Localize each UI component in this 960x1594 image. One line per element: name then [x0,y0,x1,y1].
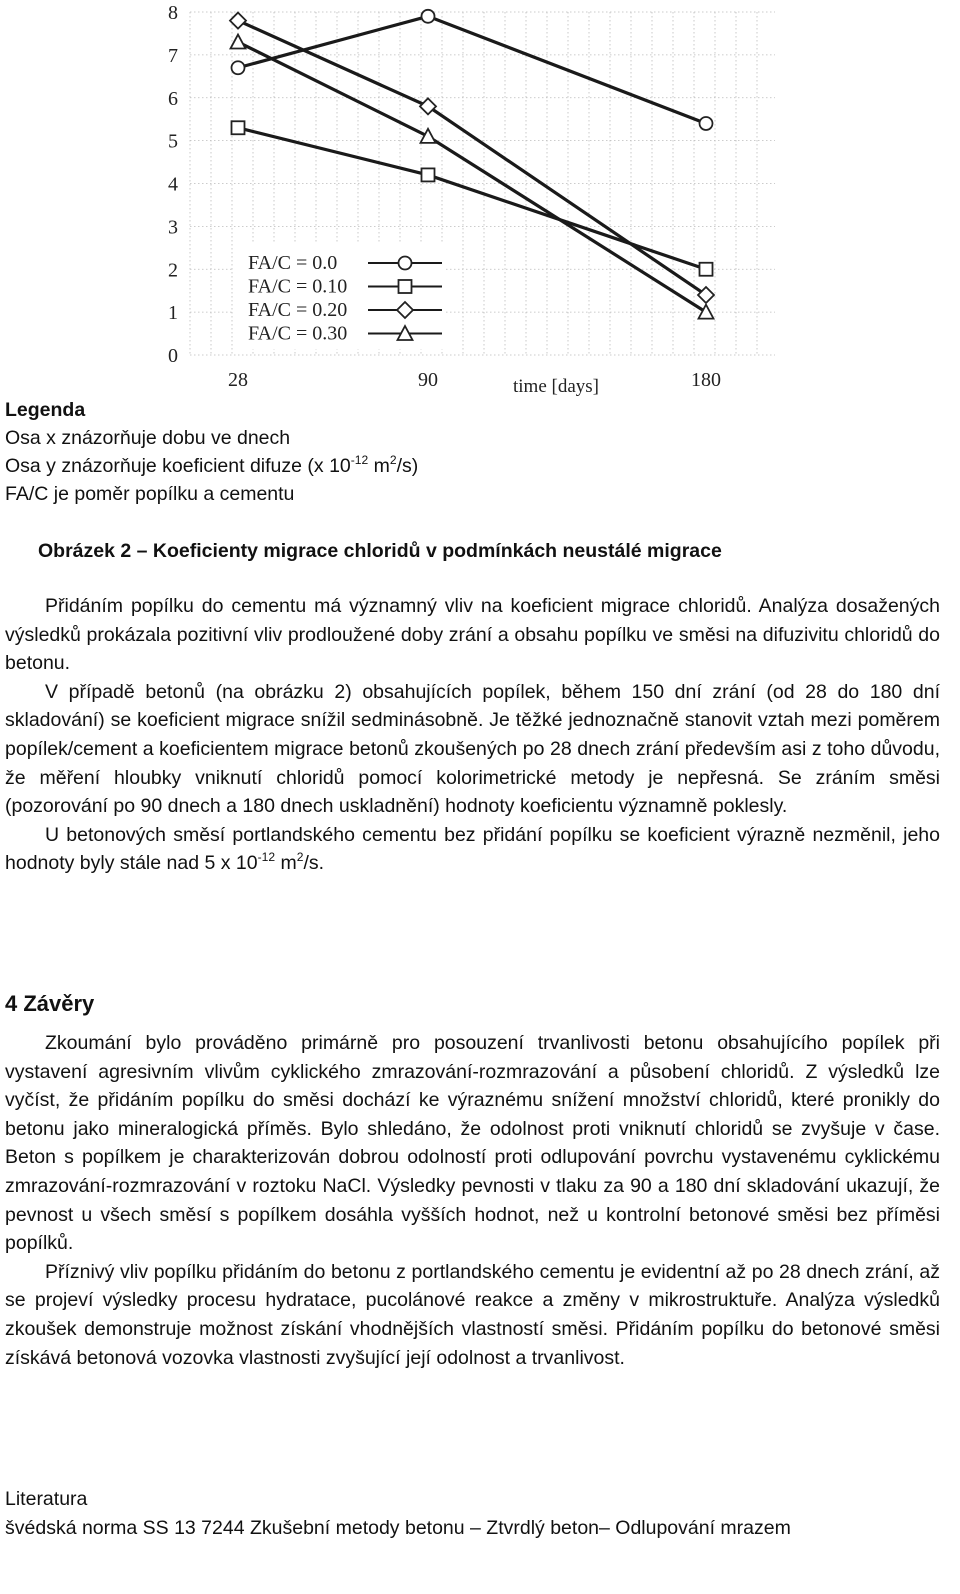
x-tick-label-28: 28 [228,369,248,391]
series-line-0 [238,16,706,123]
legend-x-axis-note: Osa x znázorňuje dobu ve dnech [5,427,291,449]
legend-label-2: FA/C = 0.20 [248,299,348,321]
y-tick-label-1: 1 [168,302,178,325]
data-point-s0-28 [232,61,245,74]
conclusions-paragraph-1: Zkoumání bylo prováděno primárně pro posouzení trvanlivosti betonu obsahujícího popílek při vystavení agresivním vlivům cyklického zmrazování-rozmrazování a působení chloridů. Z výsledků lze vyčíst, že přidáním popílku do směsi dochází ke výraznému snížení množství chloridů, které pronikly do betonu jako mineralogická příměs. Bylo shledáno, že odolnost proti vniknutí chloridů se zvyšuje v čase. Beton s popílkem je charakterizován dobrou odolností proti odlupování povrchu vystavenému cyklickému zmrazování-rozmrazování v roztoku NaCl. Výsledky pevnosti v tlaku za 90 a 180 dní skladování ukazují, že pevnost u všech směsí s popílkem dosáhla vyšších hodnot, než u kontrolní betonové směsi bez příměsi popílků. [5,1032,940,1255]
x-axis-label: time [days] [513,376,600,397]
data-point-s0-180 [700,117,713,130]
results-p3-exp2: 2 [296,850,304,865]
figure-2-chart [150,0,790,410]
y-tick-label-2: 2 [168,259,178,282]
conclusions-paragraph-2: Příznivý vliv popílku přidáním do betonu z portlandského cementu je evidentní až po 28 dnech zrání, až se projeví výsledky procesu hydratace, pucolánové reakce a změny v mikrostruktuře. Analýza výsledků zkoušek demonstruje možnost získání vhodnějších vlastností směsi. Přidáním popílku do betonové směsi získává betonová vozovka vlastnosti zvyšující její odolnost a trvanlivost. [5,1260,940,1369]
y-tick-labels [168,2,178,367]
legend-fac-note: FA/C je poměr popílku a cementu [5,483,295,505]
results-section [5,592,940,878]
conclusions-heading: 4 Závěry [5,991,95,1016]
data-point-s1-180 [700,263,713,276]
legend-label-0: FA/C = 0.0 [248,252,338,274]
literature-heading: Literatura [5,1488,88,1510]
legend-marker-0 [399,257,412,270]
results-p3-post: /s. [303,852,325,875]
y-tick-label-3: 3 [168,216,178,239]
x-tick-labels [228,369,721,391]
y-note-exp: -12 [350,453,369,468]
legend-marker-1 [399,280,412,293]
results-p3-mid: m [275,852,297,875]
legend-heading: Legenda [5,399,86,421]
y-tick-label-8: 8 [168,2,178,24]
y-tick-label-0: 0 [168,345,178,367]
chart-legend [234,243,446,349]
chart-svg [150,0,790,410]
results-paragraph-1: Přidáním popílku do cementu má významný vliv na koeficient migrace chloridů. Analýza dosažených výsledků prokázala pozitivní vliv prodloužené doby zrání a obsahu popílku ve směsi na difuzivitu chloridů do betonu. [5,595,940,675]
data-point-s3-28 [231,35,246,49]
results-paragraph-2: V případě betonů (na obrázku 2) obsahujících popílek, během 150 dní zrání (od 28 do 180 dní skladování) se koeficient migrace snížil sedminásobně. Je těžké jednoznačně stanovit vztah mezi poměrem popílek/cement a koeficientem migrace betonů zkoušených po 28 dnech zrání především asi z toho důvodu, že měření hloubky vniknutí chloridů pomocí kolorimetrické metody je nepřesná. Se zráním směsi (pozorování po 90 dnech a 180 dnech uskladnění) hodnoty koeficientu významně poklesly. [5,680,940,818]
results-p3-exp: -12 [257,850,276,865]
y-note-pre: Osa y znázorňuje koeficient difuze (x 10 [5,455,351,477]
data-point-s2-28 [230,13,246,29]
data-point-s1-28 [232,121,245,134]
figure-caption: Obrázek 2 – Koeficienty migrace chloridů v podmínkách neustálé migrace [38,540,722,562]
data-point-s3-180 [699,305,714,319]
y-note-mid: m [368,455,390,477]
literature-ref-1: švédská norma SS 13 7244 Zkušební metody betonu – Ztvrdlý beton– Odlupování mrazem [5,1517,791,1539]
y-tick-label-7: 7 [168,44,178,67]
data-point-s3-90 [421,129,436,143]
results-p3-pre: U betonových směsí portlandského cementu bez přidání popílku se koeficient výrazně nezměnil, jeho hodnoty byly stále nad 5 x 10 [5,823,940,875]
x-tick-label-180: 180 [691,369,721,391]
y-note-post: /s) [396,455,419,477]
y-tick-label-4: 4 [168,173,178,196]
y-tick-label-5: 5 [168,130,178,153]
legend-y-axis-note [5,452,940,481]
results-paragraph-3 [5,821,940,878]
x-tick-label-90: 90 [418,369,438,391]
data-point-s1-90 [422,168,435,181]
data-point-s0-90 [422,10,435,23]
conclusions-section [5,1029,940,1372]
legend-label-1: FA/C = 0.10 [248,275,348,298]
y-note-exp2: 2 [389,453,397,468]
y-tick-label-6: 6 [168,87,178,110]
legend-label-3: FA/C = 0.30 [248,322,348,345]
